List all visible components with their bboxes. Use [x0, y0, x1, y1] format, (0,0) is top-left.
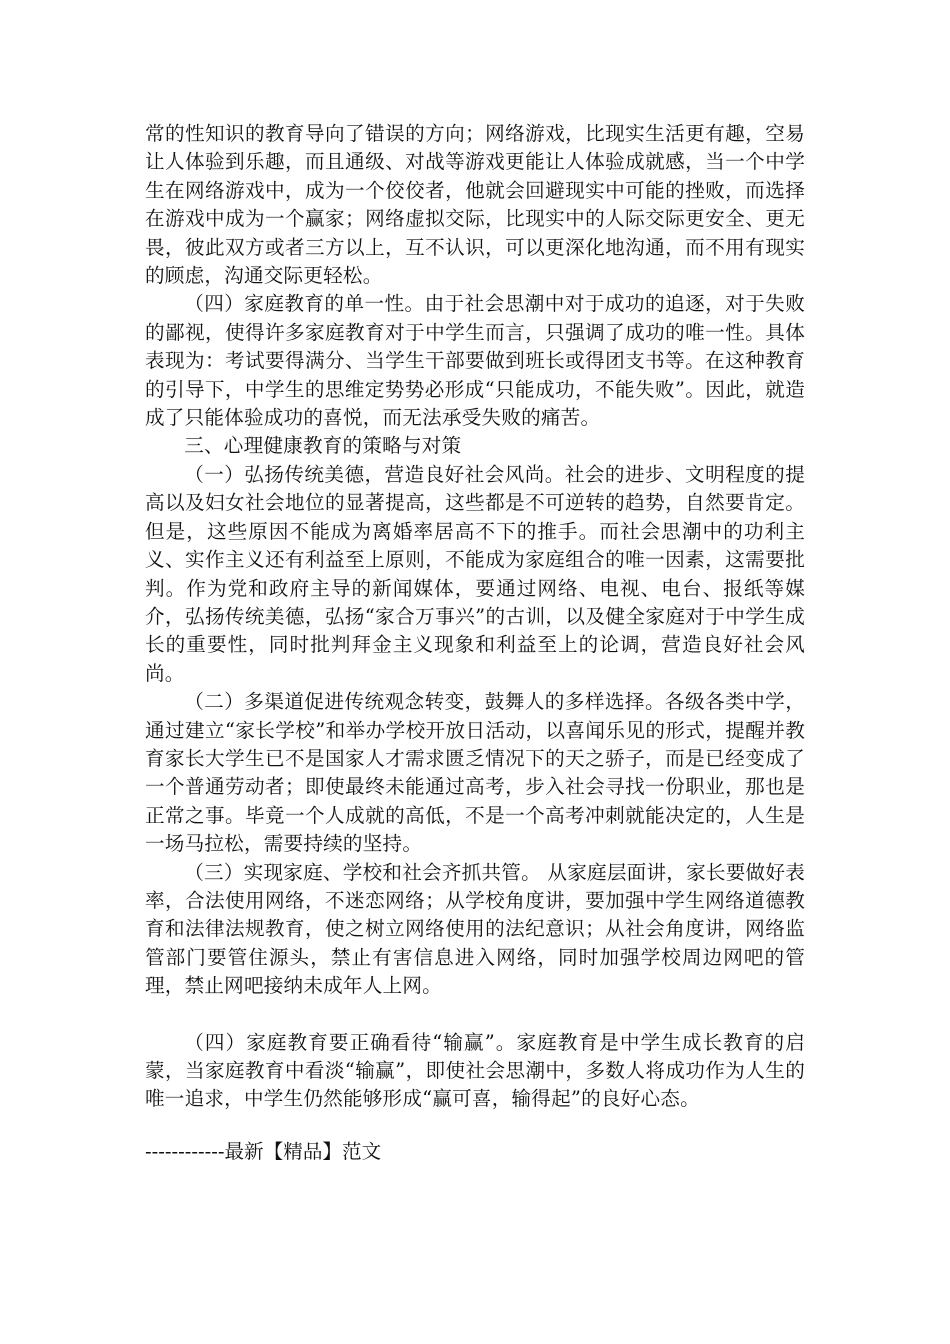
document-body [145, 120, 805, 1114]
paragraph-family-education-uniformity: （四）家庭教育的单一性。由于社会思潮中对于成功的追逐，对于失败的鄙视，使得许多家庭教育对于中学生而言，只强调了成功的唯一性。具体表现为：考试要得满分、当学生干部要做到班长或得团支书等。在这种教育的引导下，中学生的思维定势势必形成“只能成功，不能失败”。因此，就造成了只能体验成功的喜悦，而无法承受失败的痛苦。 [145, 292, 805, 430]
page-footer: ------------最新【精品】范文 [145, 1140, 382, 1163]
section-heading-strategies: 三、心理健康教育的策略与对策 [184, 434, 462, 458]
paragraph-continuation: 常的性知识的教育导向了错误的方向；网络游戏，比现实生活更有趣，空易让人体验到乐趣，而且通级、对战等游戏更能让人体验成就感，当一个中学生在网络游戏中，成为一个佼佼者，他就会回避现实中可能的挫败，而选择在游戏中成为一个赢家；网络虚拟交际，比现实中的人际交际更安全、更无畏，彼此双方或者三方以上，互不认识，可以更深化地沟通，而不用有现实的顾虑，沟通交际更轻松。 [145, 122, 805, 288]
paragraph-win-lose-attitude: （四）家庭教育要正确看待“输赢”。家庭教育是中学生成长教育的启蒙，当家庭教育中看淡“输赢”，即使社会思潮中，多数人将成功作为人生的唯一追求，中学生仍然能够形成“赢可喜，输得起”的良好心态。 [145, 1030, 805, 1111]
paragraph-promote-traditional-virtues: （一）弘扬传统美德，营造良好社会风尚。社会的进步、文明程度的提高以及妇女社会地位的显著提高，这些都是不可逆转的趋势，自然要肯定。但是，这些原因不能成为离婚率居高不下的推手。而社会思潮中的功利主义、实作主义还有利益至上原则，不能成为家庭组合的唯一因素，这需要批判。作为党和政府主导的新闻媒体，要通过网络、电视、电台、报纸等媒介，弘扬传统美德，弘扬“家合万事兴”的古训，以及健全家庭对于中学生成长的重要性，同时批判拜金主义现象和利益至上的论调，营造良好社会风尚。 [145, 462, 805, 685]
paragraph-multi-channel-concepts: （二）多渠道促进传统观念转变，鼓舞人的多样选择。各级各类中学，通过建立“家长学校”和举办学校开放日活动，以喜闻乐见的形式，提醒并教育家长大学生已不是国家人才需求匮乏情况下的天之骄子，而是已经变成了一个普通劳动者；即使最终未能通过高考，步入社会寻找一份职业，那也是正常之事。毕竟一个人成就的高低，不是一个高考冲刺就能决定的，人生是一场马拉松，需要持续的坚持。 [145, 690, 805, 856]
paragraph-joint-management: （三）实现家庭、学校和社会齐抓共管。 从家庭层面讲，家长要做好表率，合法使用网络，不迷恋网络；从学校角度讲，要加强中学生网络道德教育和法律法规教育，使之树立网络使用的法纪意识；从社会角度讲，网络监管部门要管住源头，禁止有害信息进入网络，同时加强学校周边网吧的管理，禁止网吧接纳未成年人上网。 [145, 860, 805, 998]
